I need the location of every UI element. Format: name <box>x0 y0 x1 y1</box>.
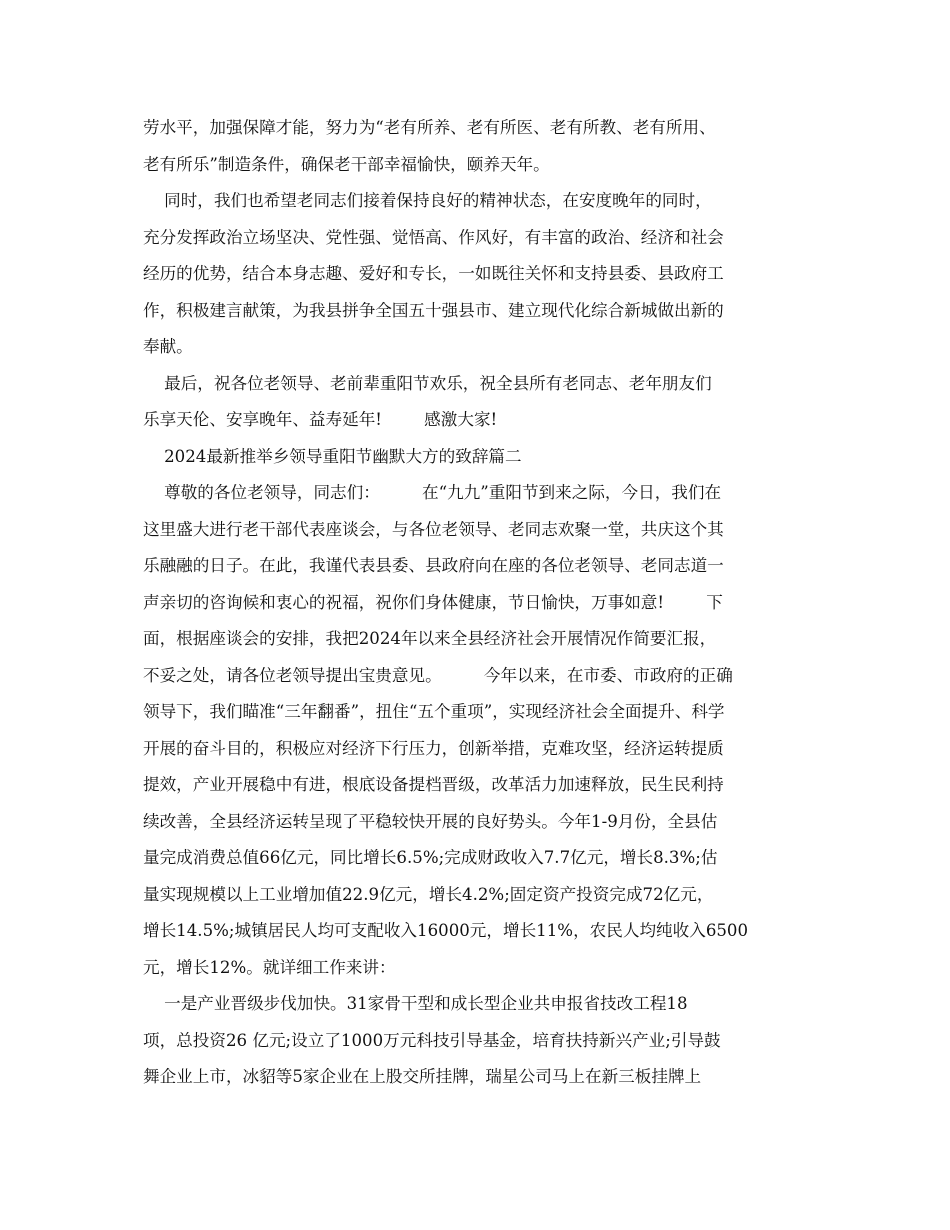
text-line: 老有所乐”制造条件，确保老干部幸福愉快，颐养天年。 <box>143 154 550 174</box>
text-line: 声亲切的咨询候和衷心的祝福，祝你们身体健康，节日愉快，万事如意! 下 <box>143 592 723 612</box>
text-line: 最后，祝各位老领导、老前辈重阳节欢乐，祝全县所有老同志、老年朋友们 <box>143 373 712 393</box>
text-line: 量完成消费总值66亿元，同比增长6.5%;完成财政收入7.7亿元，增长8.3%;估 <box>143 848 718 867</box>
text-line: 劳水平，加强保障才能，努力为“老有所养、老有所医、老有所教、老有所用、 <box>143 118 716 137</box>
text-line: 经历的优势，结合本身志趣、爱好和专长，一如既往关怀和支持县委、县政府工 <box>143 264 724 283</box>
text-line: 同时，我们也希望老同志们接着保持良好的精神状态，在安度晚年的同时， <box>143 191 712 210</box>
text-line: 充分发挥政治立场坚决、党性强、觉悟高、作风好，有丰富的政治、经济和社会 <box>143 227 724 247</box>
section-heading: 2024最新推举乡领导重阳节幽默大方的致辞篇二 <box>143 446 522 466</box>
document-page <box>143 110 808 1096</box>
text-line: 奉献。 <box>143 337 193 356</box>
text-line: 乐融融的日子。在此，我谨代表县委、县政府向在座的各位老领导、老同志道一 <box>143 556 724 575</box>
text-line: 面，根据座谈会的安排，我把2024年以来全县经济社会开展情况作简要汇报， <box>143 629 717 648</box>
text-line: 一是产业晋级步伐加快。31家骨干型和成长型企业共申报省技改工程18 <box>143 994 688 1013</box>
text-line: 项，总投资26 亿元;设立了1000万元科技引导基金，培育扶持新兴产业;引导鼓 <box>143 1030 721 1050</box>
text-line: 量实现规模以上工业增加值22.9亿元，增长4.2%;固定资产投资完成72亿元， <box>143 884 714 904</box>
text-line: 续改善，全县经济运转呈现了平稳较快开展的良好势头。今年1-9月份，全县估 <box>143 811 718 831</box>
text-line: 尊敬的各位老领导，同志们： 在“九九”重阳节到来之际，今日，我们在 <box>143 483 722 502</box>
text-line: 这里盛大进行老干部代表座谈会，与各位老领导、老同志欢聚一堂，共庆这个其 <box>143 519 724 539</box>
text-line: 提效，产业开展稳中有进，根底设备提档晋级，改革活力加速释放，民生民利持 <box>143 775 724 794</box>
text-line: 领导下，我们瞄准“三年翻番”，扭住“五个重项”，实现经济社会全面提升、科学 <box>143 702 725 721</box>
text-line: 乐享天伦、安享晚年、益寿延年! 感激大家! <box>143 410 498 429</box>
text-line: 作，积极建言献策，为我县拼争全国五十强县市、建立现代化综合新城做出新的 <box>143 300 724 320</box>
text-line: 开展的奋斗目的，积极应对经济下行压力，创新举措，克难攻坚，经济运转提质 <box>143 738 724 758</box>
text-line: 增长14.5%;城镇居民人均可支配收入16000元，增长11%，农民人均纯收入6500 <box>143 921 749 940</box>
text-line: 不妥之处，请各位老领导提出宝贵意见。 今年以来，在市委、市政府的正确 <box>143 665 733 685</box>
text-line: 元，增长12%。就详细工作来讲： <box>143 957 396 977</box>
text-line: 舞企业上市，冰貂等5家企业在上股交所挂牌，瑞星公司马上在新三板挂牌上 <box>143 1067 702 1086</box>
